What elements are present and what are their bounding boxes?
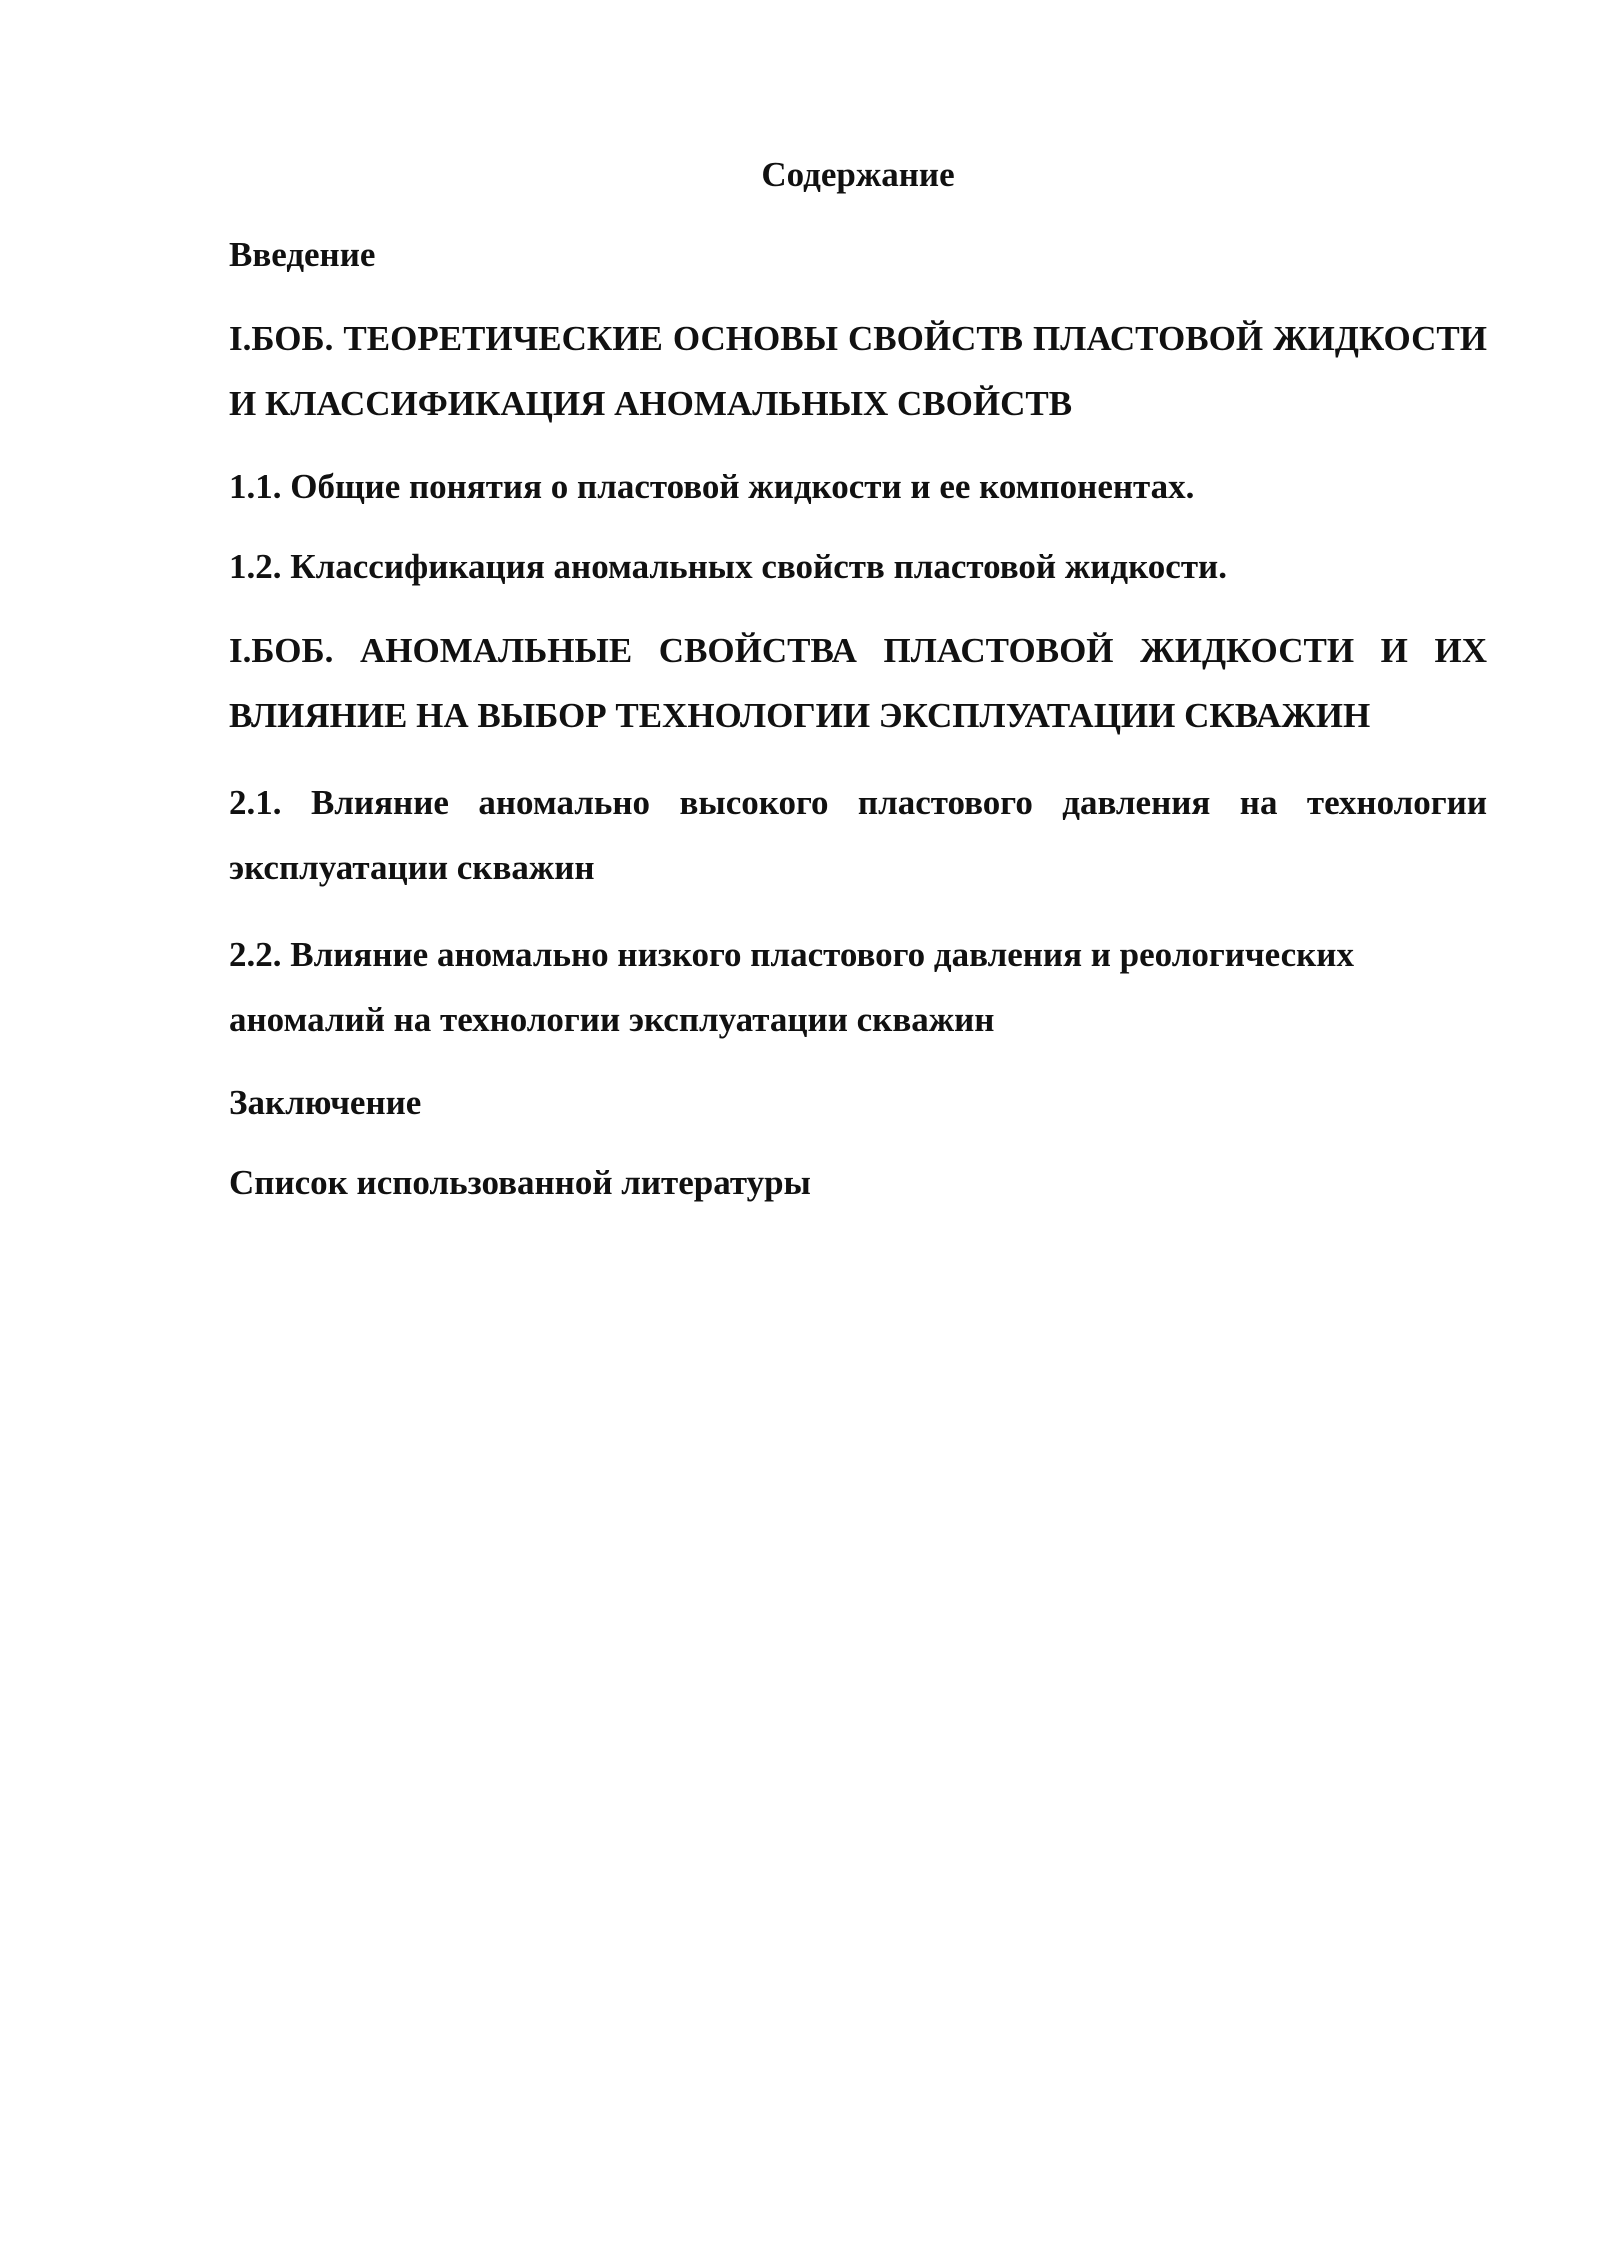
toc-entry-bibliography: Список использованной литературы	[229, 1163, 811, 1202]
toc-entry-section-2-1: 2.1. Влияние аномально высокого пластового давления на технологии эксплуатации скважин	[229, 783, 1487, 887]
toc-entry-introduction: Введение	[229, 235, 376, 274]
table-of-contents	[229, 146, 1487, 1234]
toc-entry-chapter-2: I.БОБ. АНОМАЛЬНЫЕ СВОЙСТВА ПЛАСТОВОЙ ЖИДКОСТИ И ИХ ВЛИЯНИЕ НА ВЫБОР ТЕХНОЛОГИИ ЭКСПЛУАТАЦИИ СКВАЖИН	[229, 631, 1487, 735]
toc-entry-section-1-2: 1.2. Классификация аномальных свойств пластовой жидкости.	[229, 547, 1227, 586]
toc-entry-section-2-2: 2.2. Влияние аномально низкого пластового давления и реологических аномалий на технологии эксплуатации скважин	[229, 935, 1354, 1039]
toc-entry-section-1-1: 1.1. Общие понятия о пластовой жидкости и ее компонентах.	[229, 467, 1195, 506]
toc-entry-chapter-1: I.БОБ. ТЕОРЕТИЧЕСКИЕ ОСНОВЫ СВОЙСТВ ПЛАСТОВОЙ ЖИДКОСТИ И КЛАССИФИКАЦИЯ АНОМАЛЬНЫХ СВОЙСТВ	[229, 319, 1487, 423]
toc-entry-conclusion: Заключение	[229, 1083, 422, 1122]
toc-heading: Содержание	[761, 155, 955, 194]
